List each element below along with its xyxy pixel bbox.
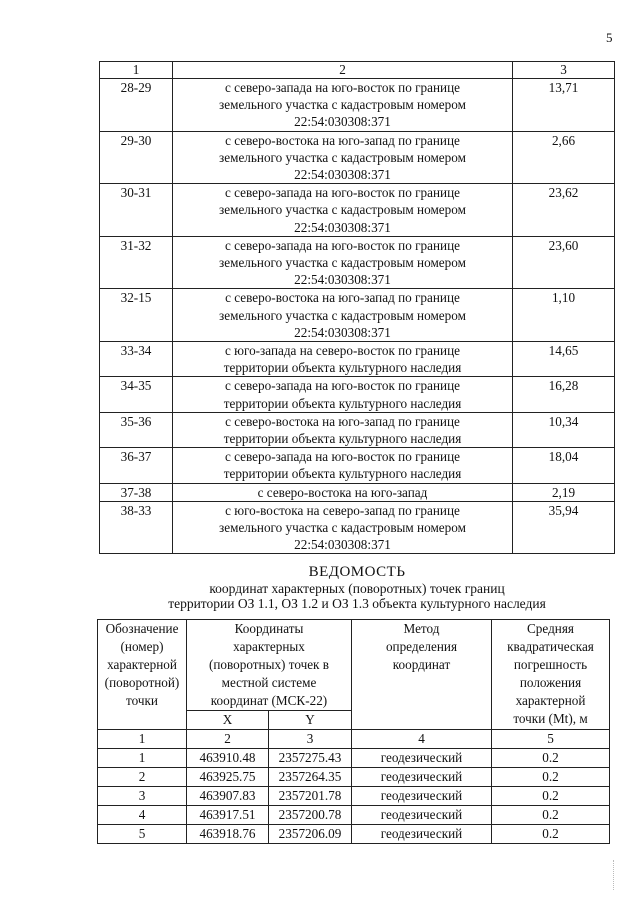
description-line: территории объекта культурного наследия bbox=[223, 431, 462, 447]
description-line: 22:54:030308:371 bbox=[294, 167, 391, 183]
segment-cell: 37-38 bbox=[100, 483, 173, 501]
point-number-cell: 1 bbox=[98, 749, 187, 768]
description-cell bbox=[173, 342, 513, 377]
description-line: 22:54:030308:371 bbox=[294, 537, 391, 553]
table-row bbox=[100, 448, 615, 483]
length-cell: 10,34 bbox=[513, 412, 615, 447]
length-cell: 18,04 bbox=[513, 448, 615, 483]
description-cell bbox=[173, 79, 513, 132]
segment-cell: 34-35 bbox=[100, 377, 173, 412]
segment-cell: 35-36 bbox=[100, 412, 173, 447]
description-cell bbox=[173, 448, 513, 483]
method-cell: геодезический bbox=[352, 787, 492, 806]
point-number-cell: 2 bbox=[98, 768, 187, 787]
column-number: 1 bbox=[98, 730, 187, 749]
point-number-cell: 3 bbox=[98, 787, 187, 806]
segment-cell: 31-32 bbox=[100, 236, 173, 289]
y-coordinate-cell: 2357201.78 bbox=[269, 787, 352, 806]
length-cell: 23,62 bbox=[513, 184, 615, 237]
y-coordinate-cell: 2357275.43 bbox=[269, 749, 352, 768]
segment-cell: 32-15 bbox=[100, 289, 173, 342]
description-line: земельного участка с кадастровым номером bbox=[219, 307, 466, 323]
length-cell: 35,94 bbox=[513, 501, 615, 554]
table-row bbox=[100, 501, 615, 554]
description-line: земельного участка с кадастровым номером bbox=[219, 520, 466, 536]
description-line: с северо-запада на юго-восток по границе bbox=[224, 80, 460, 95]
description-line: с северо-востока на юго-запад по границе bbox=[225, 290, 460, 306]
table-row bbox=[100, 236, 615, 289]
table-row bbox=[98, 787, 610, 806]
segment-cell: 29-30 bbox=[100, 131, 173, 184]
y-coordinate-cell: 2357264.35 bbox=[269, 768, 352, 787]
statement-title: ВЕДОМОСТЬ bbox=[308, 564, 406, 580]
method-cell: геодезический bbox=[352, 806, 492, 825]
header-y: Y bbox=[269, 711, 352, 730]
statement-subtitle-line1: координат характерных (поворотных) точек границ bbox=[209, 581, 505, 596]
length-cell: 14,65 bbox=[513, 342, 615, 377]
description-line: с северо-запада на юго-восток по границе bbox=[224, 237, 460, 253]
description-line: земельного участка с кадастровым номером bbox=[219, 255, 466, 271]
description-cell bbox=[173, 131, 513, 184]
description-line: земельного участка с кадастровым номером bbox=[219, 149, 466, 165]
x-coordinate-cell: 463925.75 bbox=[187, 768, 269, 787]
header-coordinates: Координаты характерных (поворотных) точек в местной системе координат (МСК-22) bbox=[187, 620, 352, 711]
page-number: 5 bbox=[606, 30, 613, 45]
description-line: с юго-востока на северо-запад по границе bbox=[225, 502, 460, 518]
description-line: с северо-востока на юго-запад по границе bbox=[225, 413, 460, 429]
header-error: Средняя квадратическая погрешность положения характерной точки (Mt), м bbox=[492, 620, 610, 730]
segment-cell: 36-37 bbox=[100, 448, 173, 483]
segment-cell: 38-33 bbox=[100, 501, 173, 554]
length-cell: 2,66 bbox=[513, 131, 615, 184]
description-line: 22:54:030308:371 bbox=[294, 324, 391, 340]
description-cell bbox=[173, 501, 513, 554]
error-cell: 0.2 bbox=[492, 787, 610, 806]
column-number-row bbox=[98, 730, 610, 749]
header-cell: 2 bbox=[173, 62, 513, 79]
column-number: 3 bbox=[269, 730, 352, 749]
description-cell bbox=[173, 377, 513, 412]
x-coordinate-cell: 463910.48 bbox=[187, 749, 269, 768]
x-coordinate-cell: 463917.51 bbox=[187, 806, 269, 825]
table-row bbox=[100, 342, 615, 377]
x-coordinate-cell: 463918.76 bbox=[187, 825, 269, 844]
description-line: территории объекта культурного наследия bbox=[223, 395, 462, 411]
error-cell: 0.2 bbox=[492, 749, 610, 768]
description-line: с северо-востока на юго-запад bbox=[257, 484, 428, 500]
table-header-row bbox=[98, 620, 610, 711]
table-header-row bbox=[100, 62, 615, 79]
table-row bbox=[98, 825, 610, 844]
method-cell: геодезический bbox=[352, 768, 492, 787]
description-line: 22:54:030308:371 bbox=[294, 219, 391, 235]
x-coordinate-cell: 463907.83 bbox=[187, 787, 269, 806]
boundary-segments-table bbox=[99, 61, 615, 554]
point-number-cell: 4 bbox=[98, 806, 187, 825]
length-cell: 1,10 bbox=[513, 289, 615, 342]
column-number: 4 bbox=[352, 730, 492, 749]
description-cell bbox=[173, 483, 513, 501]
table-row bbox=[100, 184, 615, 237]
length-cell: 13,71 bbox=[513, 79, 615, 132]
segment-cell: 28-29 bbox=[100, 79, 173, 132]
length-cell: 23,60 bbox=[513, 236, 615, 289]
margin-mark bbox=[613, 860, 620, 890]
table-row bbox=[100, 412, 615, 447]
header-cell: 3 bbox=[513, 62, 615, 79]
method-cell: геодезический bbox=[352, 749, 492, 768]
description-cell bbox=[173, 289, 513, 342]
error-cell: 0.2 bbox=[492, 825, 610, 844]
y-coordinate-cell: 2357200.78 bbox=[269, 806, 352, 825]
description-cell bbox=[173, 236, 513, 289]
description-line: с северо-запада на юго-восток по границе bbox=[224, 449, 460, 465]
error-cell: 0.2 bbox=[492, 768, 610, 787]
description-line: территории объекта культурного наследия bbox=[223, 360, 462, 376]
column-number: 5 bbox=[492, 730, 610, 749]
description-line: земельного участка с кадастровым номером bbox=[219, 202, 466, 218]
table-row bbox=[100, 79, 615, 132]
description-line: с северо-запада на юго-восток по границе bbox=[224, 378, 460, 394]
table-row bbox=[100, 131, 615, 184]
table-row bbox=[98, 768, 610, 787]
coordinates-table bbox=[97, 619, 610, 844]
table-row bbox=[98, 749, 610, 768]
table-row bbox=[100, 483, 615, 501]
y-coordinate-cell: 2357206.09 bbox=[269, 825, 352, 844]
description-cell bbox=[173, 184, 513, 237]
header-point-designation: Обозначение (номер) характерной (поворотной) точки bbox=[98, 620, 187, 730]
length-cell: 2,19 bbox=[513, 483, 615, 501]
length-cell: 16,28 bbox=[513, 377, 615, 412]
description-line: 22:54:030308:371 bbox=[294, 114, 391, 130]
segment-cell: 33-34 bbox=[100, 342, 173, 377]
table-row bbox=[100, 289, 615, 342]
description-line: 22:54:030308:371 bbox=[294, 272, 391, 288]
column-number: 2 bbox=[187, 730, 269, 749]
error-cell: 0.2 bbox=[492, 806, 610, 825]
description-line: территории объекта культурного наследия bbox=[223, 466, 462, 482]
header-cell: 1 bbox=[100, 62, 173, 79]
header-x: X bbox=[187, 711, 269, 730]
description-line: с юго-запада на северо-восток по границе bbox=[224, 343, 460, 359]
segment-cell: 30-31 bbox=[100, 184, 173, 237]
method-cell: геодезический bbox=[352, 825, 492, 844]
description-cell bbox=[173, 412, 513, 447]
description-line: земельного участка с кадастровым номером bbox=[219, 97, 466, 113]
description-line: с северо-запада на юго-восток по границе bbox=[224, 185, 460, 201]
header-method: Метод определения координат bbox=[352, 620, 492, 730]
statement-subtitle-line2: территории ОЗ 1.1, ОЗ 1.2 и ОЗ 1.3 объекта культурного наследия bbox=[168, 596, 546, 611]
description-line: с северо-востока на юго-запад по границе bbox=[225, 132, 460, 148]
table-row bbox=[98, 806, 610, 825]
point-number-cell: 5 bbox=[98, 825, 187, 844]
table-row bbox=[100, 377, 615, 412]
